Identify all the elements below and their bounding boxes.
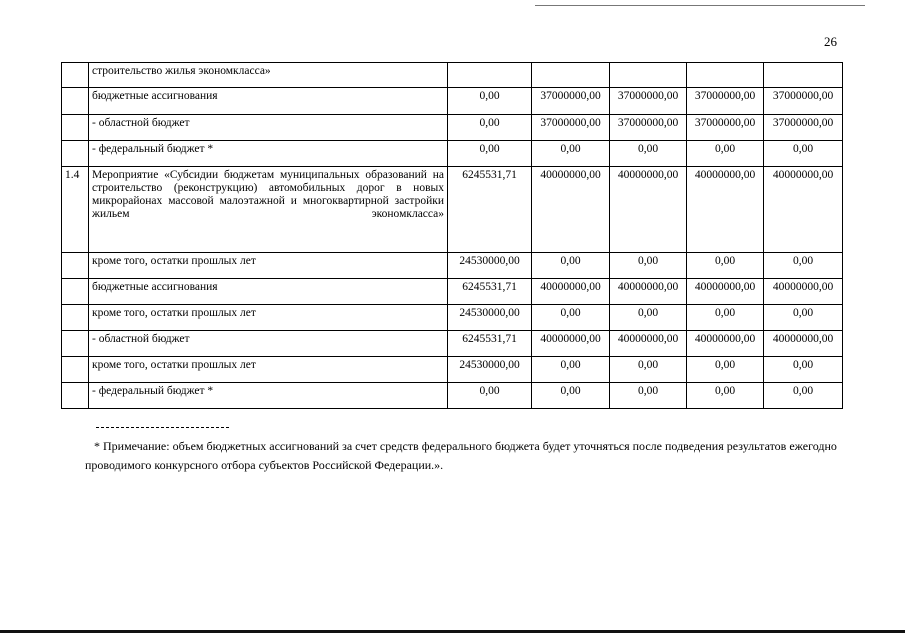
value-cell: 6245531,71 [448,331,532,357]
value-cell: 40000000,00 [610,331,687,357]
value-cell: 0,00 [448,141,532,167]
value-cell: 0,00 [764,383,843,409]
value-cell: 40000000,00 [610,279,687,305]
table-row [62,88,843,115]
value-cell: 40000000,00 [687,331,764,357]
top-border-line [535,5,865,6]
table-row [62,331,843,357]
value-cell: 0,00 [532,253,610,279]
value-cell: 0,00 [448,115,532,141]
value-cell: 0,00 [687,357,764,383]
value-cell: 40000000,00 [532,167,610,253]
row-index [62,331,89,357]
row-index [62,253,89,279]
table-row [62,383,843,409]
table-row [62,167,843,253]
value-cell [532,63,610,88]
value-cell: 40000000,00 [687,279,764,305]
value-cell: 0,00 [532,141,610,167]
value-cell: 0,00 [610,383,687,409]
bottom-border-line [0,630,905,633]
row-label: бюджетные ассигнования [89,279,448,305]
value-cell: 0,00 [532,305,610,331]
budget-table [61,62,843,409]
value-cell: 0,00 [610,305,687,331]
row-label: бюджетные ассигнования [89,88,448,115]
value-cell: 37000000,00 [687,115,764,141]
value-cell: 37000000,00 [764,115,843,141]
row-index [62,63,89,88]
value-cell [687,63,764,88]
value-cell: 0,00 [610,253,687,279]
value-cell: 37000000,00 [532,115,610,141]
value-cell: 0,00 [448,88,532,115]
row-index: 1.4 [62,167,89,253]
value-cell: 40000000,00 [610,167,687,253]
row-label: - федеральный бюджет * [89,141,448,167]
value-cell: 6245531,71 [448,167,532,253]
row-label: кроме того, остатки прошлых лет [89,305,448,331]
table-row [62,63,843,88]
value-cell: 0,00 [687,383,764,409]
value-cell: 0,00 [532,383,610,409]
value-cell: 24530000,00 [448,305,532,331]
row-index [62,115,89,141]
row-index [62,357,89,383]
row-label: Мероприятие «Субсидии бюджетам муниципальных образований на строительство (реконструкцию) автомобильных дорог в новых микрорайонах массовой малоэтажной и многоквартирной застройки жильем экономкласса» [89,167,448,253]
row-label: - федеральный бюджет * [89,383,448,409]
value-cell: 0,00 [764,357,843,383]
row-index [62,305,89,331]
page-number: 26 [824,34,837,49]
row-label: строительство жилья экономкласса» [89,63,448,88]
value-cell: 40000000,00 [532,279,610,305]
row-index [62,383,89,409]
value-cell: 40000000,00 [764,167,843,253]
table-row [62,253,843,279]
value-cell: 0,00 [687,305,764,331]
value-cell [448,63,532,88]
value-cell: 37000000,00 [610,88,687,115]
value-cell: 0,00 [532,357,610,383]
value-cell: 24530000,00 [448,253,532,279]
row-label: кроме того, остатки прошлых лет [89,357,448,383]
value-cell: 37000000,00 [764,88,843,115]
value-cell: 0,00 [448,383,532,409]
value-cell: 0,00 [764,253,843,279]
value-cell: 40000000,00 [764,279,843,305]
value-cell: 0,00 [687,141,764,167]
footnote-separator [96,427,229,428]
value-cell: 0,00 [610,357,687,383]
row-label: кроме того, остатки прошлых лет [89,253,448,279]
table-row [62,305,843,331]
value-cell: 37000000,00 [610,115,687,141]
row-index [62,279,89,305]
value-cell: 0,00 [610,141,687,167]
row-label: - областной бюджет [89,331,448,357]
value-cell: 0,00 [687,253,764,279]
value-cell: 37000000,00 [532,88,610,115]
value-cell: 40000000,00 [687,167,764,253]
table-row [62,279,843,305]
table-row [62,115,843,141]
value-cell: 6245531,71 [448,279,532,305]
row-index [62,88,89,115]
table-row [62,357,843,383]
value-cell: 0,00 [764,305,843,331]
footnote: * Примечание: объем бюджетных ассигнований за счет средств федерального бюджета будет уточняться после подведения результатов ежегодно проводимого конкурсного отбора субъектов Российской Федерации.». [85,439,837,472]
row-index [62,141,89,167]
value-cell: 40000000,00 [764,331,843,357]
row-label: - областной бюджет [89,115,448,141]
value-cell: 37000000,00 [687,88,764,115]
value-cell: 0,00 [764,141,843,167]
value-cell: 24530000,00 [448,357,532,383]
value-cell: 40000000,00 [532,331,610,357]
table-row [62,141,843,167]
value-cell [610,63,687,88]
value-cell [764,63,843,88]
